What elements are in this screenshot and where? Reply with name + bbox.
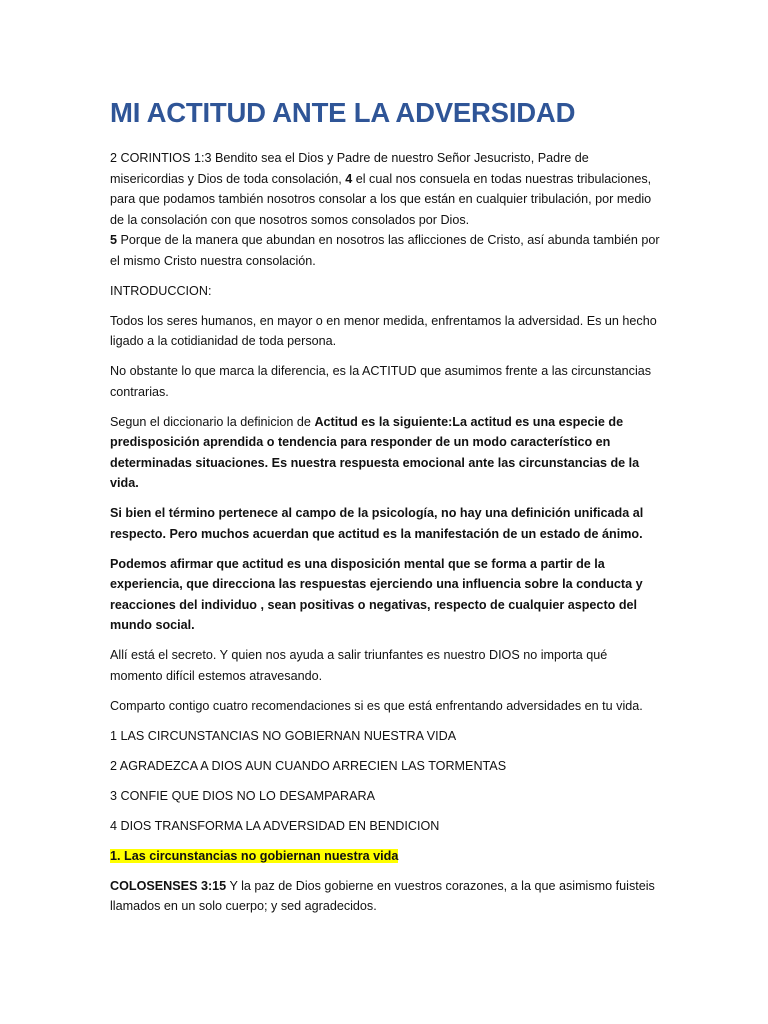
paragraph-psicologia: Si bien el término pertenece al campo de la psicología, no hay una definición unificada al respecto. Pero muchos acuerdan que actitud es la manifestación de un estado de ánimo. [110, 506, 644, 541]
intro-heading: INTRODUCCION: [110, 283, 212, 298]
document-page [110, 97, 660, 926]
definicion-lead-text: Segun el diccionario la definicion de [110, 414, 315, 429]
paragraph-adversidad: Todos los seres humanos, en mayor o en menor medida, enfrentamos la adversidad. Es un hecho ligado a la cotidianidad de toda persona. [110, 313, 657, 348]
verse-number-5: 5 [110, 233, 118, 247]
verse-5-text: Porque de la manera que abundan en nosotros las aflicciones de Cristo, así abunda también por el mismo Cristo nuestra consolación. [110, 233, 660, 268]
verse-4-text: el cual nos consuela en todas nuestras tribulaciones, para que podamos también nosotros consolar a los que están en cualquier tribulación, por medio de la consolación con que nosotros somos consolados por Dios. [110, 171, 652, 227]
list-item-3: 3 CONFIE QUE DIOS NO LO DESAMPARARA [110, 788, 375, 803]
list-item-1: 1 LAS CIRCUNSTANCIAS NO GOBIERNAN NUESTRA VIDA [110, 728, 457, 743]
paragraph-actitud: No obstante lo que marca la diferencia, es la ACTITUD que asumimos frente a las circunstancias contrarias. [110, 364, 652, 399]
verse-2-corintios-1-3-4 [110, 148, 660, 230]
paragraph-definicion [110, 412, 660, 494]
list-item-2: 2 AGRADEZCA A DIOS AUN CUANDO ARRECIEN LAS TORMENTAS [110, 758, 507, 773]
paragraph-disposicion-mental: Podemos afirmar que actitud es una disposición mental que se forma a partir de la experiencia, que direcciona las respuestas ejerciendo una influencia sobre la conducta y reacciones del individuo , sean positivas o negativas, respecto de cualquier aspecto del mundo social. [110, 556, 643, 632]
verse-number-4: 4 [345, 171, 353, 186]
colosenses-reference: COLOSENSES 3:15 [110, 878, 227, 893]
definicion-bold-text: Actitud es la siguiente:La actitud es una especie de predisposición aprendida o tendencia para responder de un modo característico en determinadas situaciones. Es nuestra respuesta emocional ante las circunstancias de la vida. [110, 414, 640, 490]
paragraph-recomendaciones: Comparto contigo cuatro recomendaciones si es que está enfrentando adversidades en tu vida. [110, 698, 643, 713]
highlighted-heading-text: 1. Las circunstancias no gobiernan nuestra vida [110, 848, 399, 863]
verse-colosenses-3-15 [110, 876, 660, 917]
verse-2-corintios-1-5 [110, 230, 660, 271]
document-title: MI ACTITUD ANTE LA ADVERSIDAD [110, 97, 576, 128]
paragraph-secreto: Allí está el secreto. Y quien nos ayuda a salir triunfantes es nuestro DIOS no importa qué momento difícil estemos atravesando. [110, 648, 608, 683]
colosenses-text: Y la paz de Dios gobierne en vuestros corazones, a la que asimismo fuisteis llamados en un solo cuerpo; y sed agradecidos. [110, 878, 655, 913]
list-item-4: 4 DIOS TRANSFORMA LA ADVERSIDAD EN BENDICION [110, 818, 440, 833]
section-1-heading [110, 846, 660, 867]
verse-lead-text: 2 CORINTIOS 1:3 Bendito sea el Dios y Padre de nuestro Señor Jesucristo, Padre de misericordias y Dios de toda consolación, [110, 151, 589, 186]
